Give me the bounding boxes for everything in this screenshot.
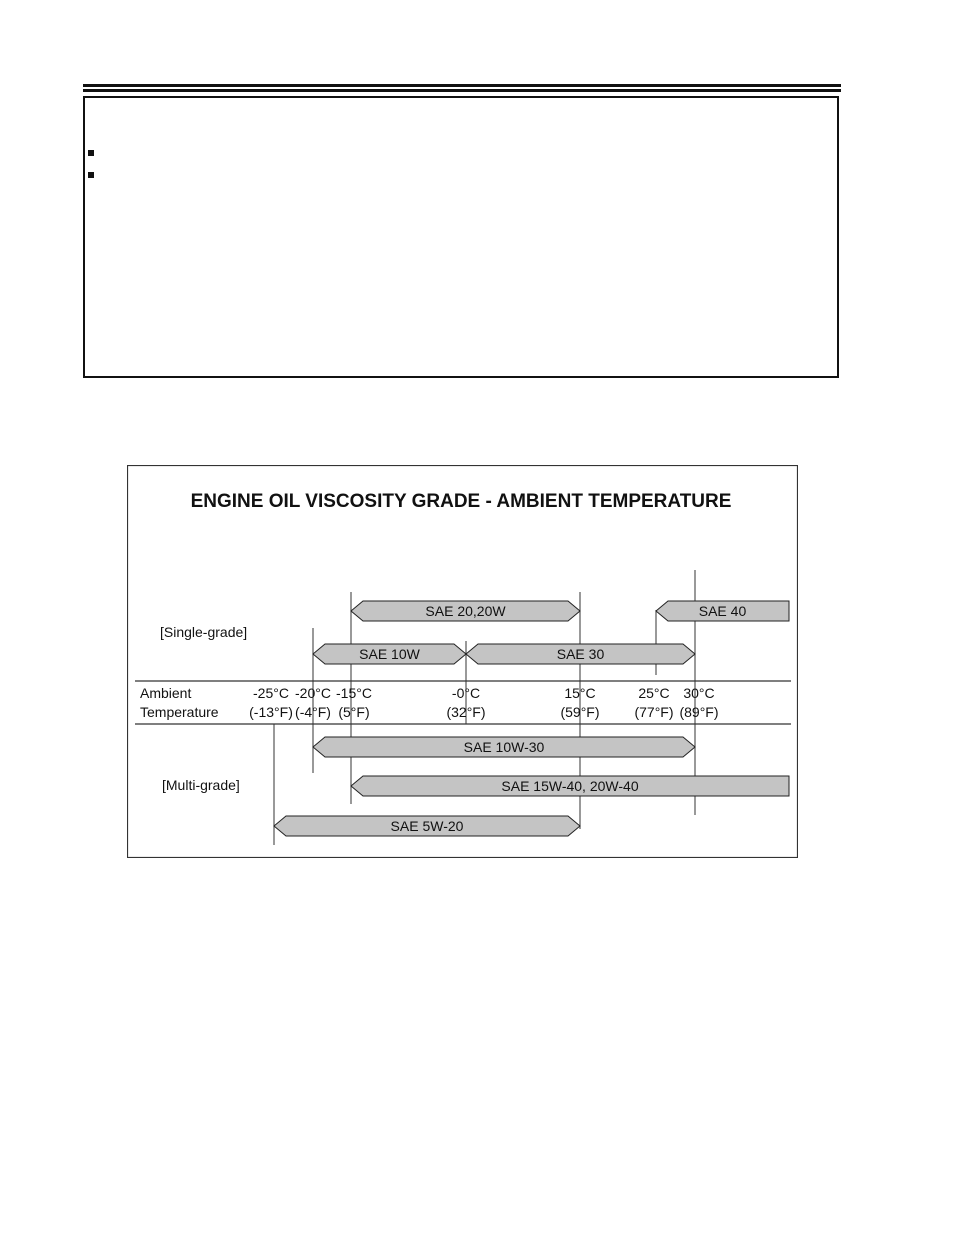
ambient-label-line2: Temperature	[140, 704, 219, 720]
temperature-fahrenheit-label: (77°F)	[634, 704, 674, 720]
grade-bar-label: SAE 5W-20	[390, 818, 464, 834]
temperature-celsius-label: 15°C	[564, 685, 596, 701]
temperature-fahrenheit-label: (-13°F)	[249, 704, 293, 720]
temperature-fahrenheit-label: (5°F)	[338, 704, 370, 720]
header-rule-bottom	[83, 89, 841, 92]
single-grade-label: [Single-grade]	[160, 624, 248, 640]
header-rule-top	[83, 84, 841, 87]
temperature-celsius-label: 30°C	[683, 685, 715, 701]
temperature-celsius-label: -0°C	[451, 685, 481, 701]
grade-bar-label: SAE 30	[556, 646, 605, 662]
bullet-marker	[88, 150, 94, 156]
grade-bar-label: SAE 40	[698, 603, 747, 619]
grade-bar-label: SAE 20,20W	[425, 603, 506, 619]
chart-title: ENGINE OIL VISCOSITY GRADE - AMBIENT TEMPERATURE	[190, 491, 732, 512]
temperature-fahrenheit-label: (59°F)	[560, 704, 600, 720]
temperature-celsius-label: -15°C	[336, 685, 372, 701]
temperature-celsius-label: 25°C	[638, 685, 670, 701]
grade-bar-label: SAE 10W-30	[463, 739, 545, 755]
temperature-fahrenheit-label: (89°F)	[679, 704, 719, 720]
chart-frame	[128, 466, 798, 858]
multi-grade-label: [Multi-grade]	[162, 777, 240, 793]
temperature-fahrenheit-label: (32°F)	[446, 704, 486, 720]
temperature-celsius-label: -25°C	[253, 685, 289, 701]
grade-bar-label: SAE 10W	[359, 646, 420, 662]
viscosity-chart	[127, 465, 798, 858]
note-box	[83, 96, 839, 378]
temperature-celsius-label: -20°C	[295, 685, 331, 701]
ambient-label-line1: Ambient	[140, 685, 192, 701]
bullet-marker	[88, 172, 94, 178]
grade-bar-label: SAE 15W-40, 20W-40	[501, 778, 639, 794]
temperature-fahrenheit-label: (-4°F)	[295, 704, 331, 720]
viscosity-chart-svg	[127, 465, 798, 858]
